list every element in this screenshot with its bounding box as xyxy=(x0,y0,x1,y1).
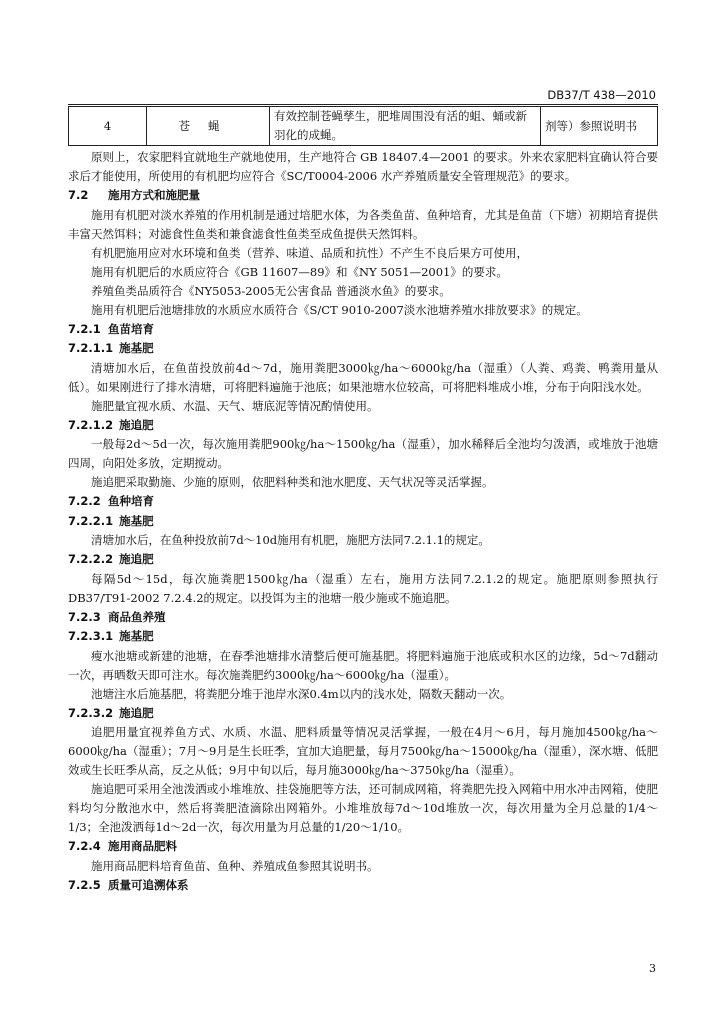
reference-note: 剂等）参照说明书 xyxy=(541,107,658,146)
pest-control-table xyxy=(68,106,658,146)
paragraph: 施用有机肥后池塘排放的水质应水质符合《S/CT 9010-2007淡水池塘养殖水排放要求》的规定。 xyxy=(91,302,588,317)
paragraph: 池塘注水后施基肥，将粪肥分堆于池岸水深0.4m以内的浅水处，隔数天翻动一次。 xyxy=(91,686,512,701)
paragraph: 养殖鱼类品质符合《NY5053-2005无公害食品 普通淡水鱼》的要求。 xyxy=(91,283,451,298)
section-title: 施基肥 xyxy=(119,629,154,643)
section-number: 7.2.2 xyxy=(68,494,101,508)
section-heading-7-2-2-1 xyxy=(68,512,658,532)
section-heading-7-2-3-2 xyxy=(68,704,658,724)
section-title: 施用商品肥料 xyxy=(108,839,177,853)
section-title: 施追肥 xyxy=(119,552,154,566)
paragraph: 追肥用量宜视养鱼方式、水质、水温、肥料质量等情况灵活掌握，一般在4月～6月，每月施加4500㎏/ha～6000㎏/ha（湿重）；7月～9月是生长旺季，宜加大追肥量，每月7500㎏/ha～15000㎏/ha（湿重），深水塘、低肥效或生长旺季从高，反之从低；9月中旬以后，每月施3000㎏/ha～3750㎏/ha（湿重）。 xyxy=(68,725,658,777)
section-number: 7.2.3.1 xyxy=(68,629,114,643)
section-title: 鱼苗培育 xyxy=(108,321,154,336)
paragraph: 每隔5d～15d，每次施粪肥1500㎏/ha（湿重）左右，施用方法同7.2.1.2的规定。施肥原则参照执行DB37/T91-2002 7.2.4.2的规定。以投饵为主的池塘一般少施或不施追肥。 xyxy=(68,571,658,605)
row-number: 4 xyxy=(69,107,147,146)
section-heading-7-2 xyxy=(68,186,658,206)
paragraph: 施用有机肥后的水质应符合《GB 11607—89》和《NY 5051—2001》的要求。 xyxy=(91,264,508,279)
paragraph: 施肥量宜视水质、水温、天气、塘底泥等情况酌情使用。 xyxy=(91,398,379,413)
section-title: 施基肥 xyxy=(119,513,154,528)
section-title: 商品鱼养殖 xyxy=(108,609,166,624)
document-body xyxy=(68,148,658,895)
section-heading-7-2-3 xyxy=(68,608,658,628)
paragraph: 一般每2d～5d一次，每次施用粪肥900㎏/ha～1500㎏/ha（湿重），加水稀释后全池均匀泼洒，或堆放于池塘四周，向阳处多放，定期搅动。 xyxy=(68,437,658,470)
section-title: 质量可追溯体系 xyxy=(108,877,189,892)
paragraph: 施用商品肥料培育鱼苗、鱼种、养殖成鱼参照其说明书。 xyxy=(91,858,379,873)
section-title: 鱼种培育 xyxy=(108,494,154,508)
section-heading-7-2-3-1 xyxy=(68,627,658,647)
section-number: 7.2.2.1 xyxy=(68,513,114,528)
section-heading-7-2-1 xyxy=(68,320,658,340)
section-heading-7-2-1-1 xyxy=(68,339,658,359)
section-heading-7-2-2-2 xyxy=(68,550,658,570)
section-heading-7-2-2 xyxy=(68,492,658,512)
paragraph: 有机肥施用应对水环境和鱼类（营养、味道、品质和抗性）不产生不良后果方可使用， xyxy=(91,245,528,260)
section-heading-7-2-4 xyxy=(68,837,658,857)
section-title: 施追肥 xyxy=(119,705,154,720)
section-title: 施用方式和施肥量 xyxy=(108,188,200,202)
section-title: 施追肥 xyxy=(119,417,154,432)
paragraph: 原则上，农家肥料宜就地生产就地使用，生产地符合 GB 18407.4—2001 的要求。外来农家肥料宜确认符合要求后才能使用，所使用的有机肥均应符合《SC/T0004-2006 水产养殖质量安全管理规范》的要求。 xyxy=(68,150,658,183)
section-heading-7-2-1-2 xyxy=(68,416,658,436)
paragraph: 施用有机肥对淡水养殖的作用机制是通过培肥水体，为各类鱼苗、鱼种培育，尤其是鱼苗（下塘）初期培育提供丰富天然饵料；对滤食性鱼类和兼食滤食性鱼类至成鱼提供天然饵料。 xyxy=(68,207,658,241)
section-number: 7.2.5 xyxy=(68,877,101,892)
section-number: 7.2 xyxy=(68,188,89,202)
table-row xyxy=(69,107,658,146)
paragraph: 清塘加水后，在鱼苗投放前4d～7d，施用粪肥3000㎏/ha～6000㎏/ha（湿重）（人粪、鸡粪、鸭粪用量从低）。如果刚进行了排水清塘，可将肥料遍施于池底；如果池塘水位较高，可将肥料堆成小堆，分布于向阳浅水处。 xyxy=(68,360,658,394)
section-number: 7.2.1.2 xyxy=(68,417,114,432)
paragraph: 瘦水池塘或新建的池塘，在春季池塘排水清整后便可施基肥。将肥料遍施于池底或积水区的边缘，5d～7d翻动一次，再晒数天即可注水。每次施粪肥约3000㎏/ha～6000㎏/ha（湿重）。 xyxy=(68,648,658,682)
header-rule xyxy=(68,104,658,105)
section-number: 7.2.1 xyxy=(68,321,101,336)
pest-name: 苍蝇 xyxy=(147,107,270,146)
section-heading-7-2-5 xyxy=(68,876,658,896)
control-requirement: 有效控制苍蝇孳生，肥堆周围没有活的蛆、蛹或新羽化的成蝇。 xyxy=(270,107,541,146)
section-number: 7.2.3.2 xyxy=(68,705,114,720)
paragraph: 施追肥可采用全池泼洒或小堆堆放、挂袋施肥等方法，还可制成网箱，将粪肥先投入网箱中用水冲击网箱，使肥料均匀分散池水中，然后将粪肥渣滴除出网箱外。小堆堆放每7d～10d堆放一次，每次用量为全月总量的1/4～1/3；全池泼洒每1d～2d一次，每次用量为月总量的1/20～1/10。 xyxy=(68,782,658,834)
section-number: 7.2.3 xyxy=(68,609,101,624)
section-number: 7.2.2.2 xyxy=(68,552,114,566)
section-number: 7.2.1.1 xyxy=(68,341,114,355)
paragraph: 施追肥采取勤施、少施的原则，依肥料种类和池水肥度、天气状况等灵活掌握。 xyxy=(91,475,494,489)
paragraph: 清塘加水后，在鱼种投放前7d～10d施用有机肥，施肥方法同7.2.1.1的规定。 xyxy=(91,533,490,547)
standard-code: DB37/T 438—2010 xyxy=(547,88,656,102)
section-number: 7.2.4 xyxy=(68,839,101,853)
section-title: 施基肥 xyxy=(119,341,154,355)
page-number: 3 xyxy=(649,962,656,975)
